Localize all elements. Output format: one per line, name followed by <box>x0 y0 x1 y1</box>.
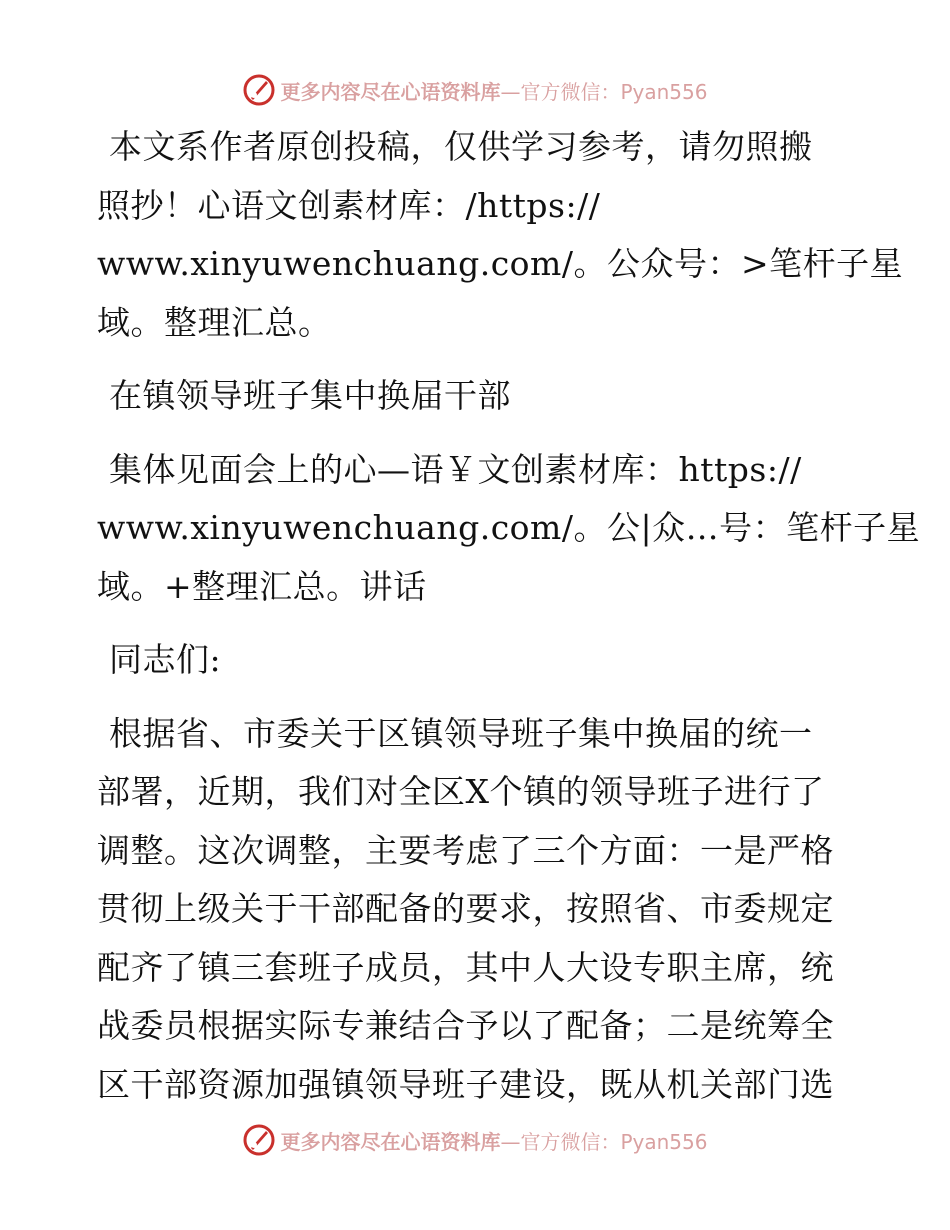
title-text: 在镇领导班子集中换届干部 <box>109 376 511 415</box>
body-paragraph <box>97 705 857 1115</box>
document-body <box>97 118 921 1114</box>
body-line: 区干部资源加强镇领导班子建设，既从机关部门选 <box>97 1064 834 1104</box>
body-line: 根据省、市委关于区镇领导班子集中换届的统一 <box>109 713 813 753</box>
banner-wechat: 官方微信：Pyan556 <box>520 79 708 104</box>
banner-separator: — <box>500 1129 521 1154</box>
title-block-line: 域。+整理汇总。讲话 <box>97 566 427 606</box>
banner-brand: 更多内容尽在心语资料库 <box>280 79 501 104</box>
intro-line: 本文系作者原创投稿，仅供学习参考，请勿照搬 <box>109 127 813 166</box>
intro-line: www.xinyuwenchuang.com/。公众号：>笔杆子星 <box>97 244 904 283</box>
banner-separator: — <box>500 79 521 104</box>
banner-wechat: 官方微信：Pyan556 <box>520 1129 708 1154</box>
intro-paragraph <box>97 118 904 352</box>
body-line: 战委员根据实际专兼结合予以了配备；二是统筹全 <box>97 1006 834 1045</box>
body-line: 贯彻上级关于干部配备的要求，按照省、市委规定 <box>97 889 834 928</box>
intro-line: 域。整理汇总。 <box>97 302 332 342</box>
intro-line: 照抄！心语文创素材库：/https:// <box>97 185 601 225</box>
banner-text <box>280 76 707 105</box>
quill-logo-icon <box>242 1123 276 1157</box>
body-line: 配齐了镇三套班子成员，其中人大设专职主席，统 <box>97 947 834 987</box>
body-line: 调整。这次调整，主要考虑了三个方面：一是严格 <box>97 830 834 870</box>
body-line: 部署，近期，我们对全区X个镇的领导班子进行了 <box>97 772 825 811</box>
title-block <box>97 441 921 617</box>
title-line-1 <box>97 367 857 426</box>
salutation <box>97 631 857 690</box>
salutation-text: 同志们: <box>109 640 222 679</box>
banner-brand: 更多内容尽在心语资料库 <box>280 1129 501 1154</box>
quill-logo-icon <box>242 73 276 107</box>
title-block-line: www.xinyuwenchuang.com/。公|众…号：笔杆子星 <box>97 508 921 547</box>
footer-banner <box>0 1120 950 1160</box>
header-banner <box>0 70 950 110</box>
banner-text <box>280 1126 707 1155</box>
title-block-line: 集体见面会上的心—语￥文创素材库：https:// <box>109 449 802 489</box>
